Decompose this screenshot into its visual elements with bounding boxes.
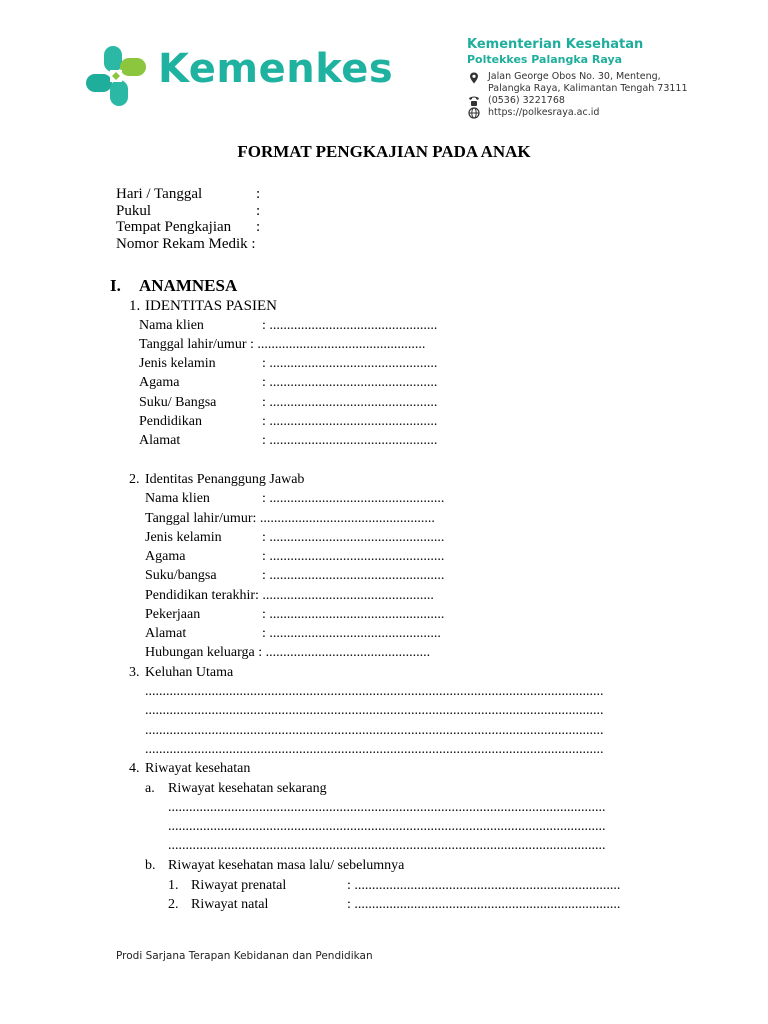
location-pin-icon: [468, 72, 480, 84]
field-label: Suku/bangsa: [145, 568, 217, 583]
field-value: : .................................................: [262, 626, 441, 641]
phone-number: (0536) 3221768: [488, 95, 565, 106]
item-letter: a.: [145, 781, 155, 796]
field-value: : ..................................................: [262, 530, 445, 545]
field-label: Suku/ Bangsa: [139, 395, 217, 410]
institution-name: Kementerian Kesehatan: [467, 37, 644, 52]
dotted-line: .............................................................................................................................: [168, 800, 606, 815]
meta-colon: :: [256, 219, 261, 235]
meta-label: Hari / Tanggal: [116, 186, 203, 202]
subsection-number: 1.: [129, 298, 141, 314]
subsection-heading: IDENTITAS PASIEN: [145, 298, 277, 314]
item-number: 2.: [168, 897, 179, 912]
meta-colon: :: [256, 186, 261, 202]
subsection-number: 4.: [129, 761, 140, 776]
field-value: : ..................................................: [262, 549, 445, 564]
field-label: Alamat: [139, 433, 181, 448]
logo-wordmark: Kemenkes: [158, 46, 394, 92]
field-label: Pendidikan: [139, 414, 202, 429]
field-label: Jenis kelamin: [139, 356, 216, 371]
item-label: Riwayat natal: [191, 897, 269, 912]
field-label: Pekerjaan: [145, 607, 201, 622]
field-value: : ................................................: [262, 375, 438, 390]
subsection-number: 3.: [129, 665, 140, 680]
globe-icon: [468, 107, 480, 119]
field-label: Tanggal lahir/umur : ................................................: [139, 337, 426, 352]
subsection-heading: Keluhan Utama: [145, 665, 234, 680]
field-label: Nama klien: [139, 318, 204, 333]
item-letter: b.: [145, 858, 156, 873]
dotted-line: ...................................................................................................................................: [145, 684, 604, 699]
field-label: Jenis kelamin: [145, 530, 222, 545]
field-label: Agama: [145, 549, 186, 564]
subsection-heading: Identitas Penanggung Jawab: [145, 472, 305, 487]
dotted-line: .............................................................................................................................: [168, 838, 606, 853]
kemenkes-logo-icon: [84, 44, 148, 108]
field-value: : ................................................: [262, 356, 438, 371]
dotted-line: ...................................................................................................................................: [145, 703, 604, 718]
field-value: : ................................................: [262, 395, 438, 410]
field-label: Pendidikan terakhir: .................................................: [145, 588, 434, 603]
dotted-line: ...................................................................................................................................: [145, 723, 604, 738]
section-numeral: I.: [110, 276, 121, 295]
field-value: : ..................................................: [262, 491, 445, 506]
item-value: : ............................................................................: [347, 878, 621, 893]
field-value: : ................................................: [262, 318, 438, 333]
subsection-heading: Riwayat kesehatan: [145, 761, 251, 776]
dotted-line: .............................................................................................................................: [168, 819, 606, 834]
field-value: : ..................................................: [262, 607, 445, 622]
meta-label: Tempat Pengkajian: [116, 219, 232, 235]
field-value: : ................................................: [262, 414, 438, 429]
subsection-number: 2.: [129, 472, 140, 487]
meta-label: Pukul: [116, 203, 152, 219]
website-link[interactable]: https://polkesraya.ac.id: [488, 107, 600, 118]
field-value: : ................................................: [262, 433, 438, 448]
item-label: Riwayat prenatal: [191, 878, 287, 893]
field-label: Alamat: [145, 626, 187, 641]
sub-institution-name: Poltekkes Palangka Raya: [467, 53, 623, 66]
field-label: Tanggal lahir/umur: ..................................................: [145, 511, 435, 526]
field-label: Hubungan keluarga : ...............................................: [145, 645, 431, 660]
footer-text: Prodi Sarjana Terapan Kebidanan dan Pendidikan: [116, 950, 373, 962]
address-line-2: Palangka Raya, Kalimantan Tengah 73111: [488, 83, 688, 94]
meta-colon: :: [256, 203, 261, 219]
field-value: : ..................................................: [262, 568, 445, 583]
phone-icon: [468, 95, 480, 107]
field-label: Agama: [139, 375, 180, 390]
item-value: : ............................................................................: [347, 897, 621, 912]
item-heading: Riwayat kesehatan masa lalu/ sebelumnya: [168, 858, 405, 873]
item-heading: Riwayat kesehatan sekarang: [168, 781, 327, 796]
meta-label: Nomor Rekam Medik :: [116, 236, 256, 252]
section-heading: ANAMNESA: [139, 276, 238, 295]
address-line-1: Jalan George Obos No. 30, Menteng,: [488, 71, 661, 82]
document-title: FORMAT PENGKAJIAN PADA ANAK: [237, 142, 531, 161]
field-label: Nama klien: [145, 491, 210, 506]
item-number: 1.: [168, 878, 179, 893]
dotted-line: ...................................................................................................................................: [145, 742, 604, 757]
